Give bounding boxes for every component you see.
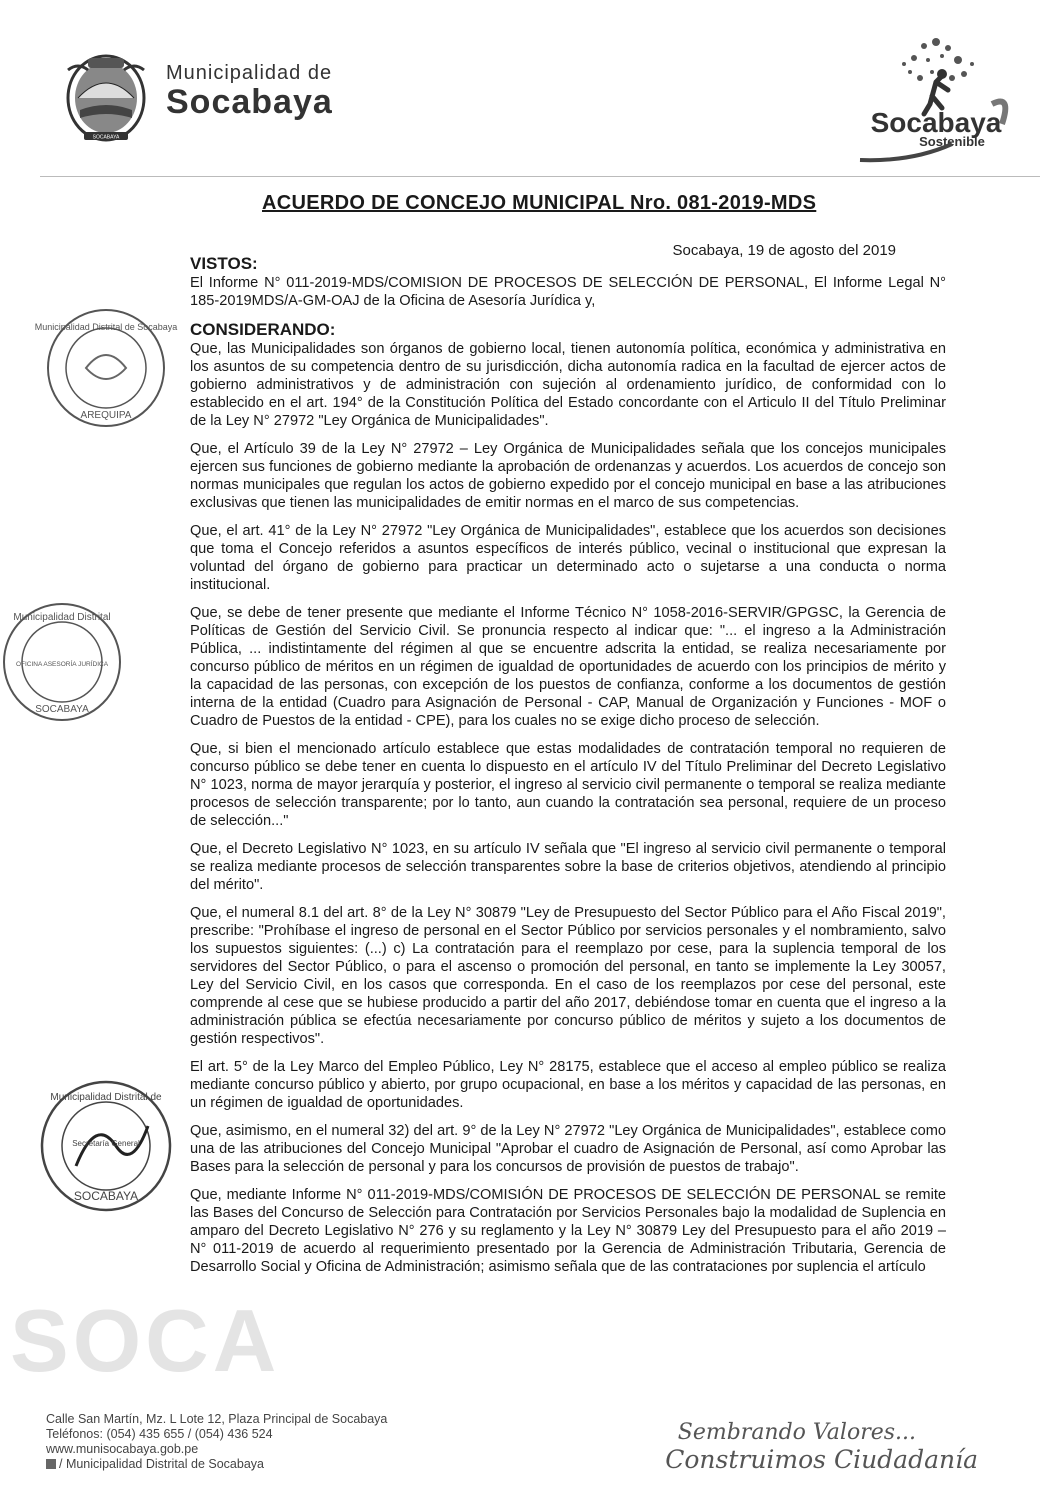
footer-website: www.munisocabaya.gob.pe <box>46 1442 199 1456</box>
paragraph: Que, las Municipalidades son órganos de gobierno local, tienen autonomía política, económica y administrativa en los asuntos de su competencia dentro de su jurisdicción, dicha autonomía radica en la facultad de ejercer actos de gobierno administrativos y de administración con sujeción al ordenamiento jurídico, de conformidad con lo establecido en el art. 194° de la Constitución Política del Estado concordante con el Articulo II del Título Preliminar de la Ley N° 27972 "Ley Orgánica de Municipalidades". <box>190 341 946 429</box>
document-date: Socabaya, 19 de agosto del 2019 <box>672 242 896 259</box>
socabaya-sostenible-logo <box>852 34 1022 174</box>
footer-address: Calle San Martín, Mz. L Lote 12, Plaza Principal de Socabaya <box>46 1412 388 1426</box>
seal2-city: SOCABAYA <box>35 704 89 715</box>
seal1-city: AREQUIPA <box>80 410 132 421</box>
facebook-icon <box>46 1459 56 1469</box>
paragraph: El art. 5° de la Ley Marco del Empleo Público, Ley N° 28175, establece que el acceso al empleo público se realiza mediante concurso público y abierto, por grupo ocupacional, en base a los méritos y capacidad de las personas, en un régimen de igualdad de oportunidades. <box>190 1059 946 1111</box>
paragraph: Que, si bien el mencionado artículo establece que estas modalidades de contratación temporal no requieren de concurso público se debe tener en cuenta lo dispuesto en el artículo IV del Título Preliminar del Decreto Legislativo N° 1023, norma de mayor jerarquía y posterior, el ingreso al servicio civil permanente o temporal se realiza mediante procesos de selección transparente; por lo tanto, aun cuando la contratación sea personal, requiere de un proceso de selección..." <box>190 741 946 829</box>
seal3-city: SOCABAYA <box>73 1189 139 1203</box>
footer-phones: Teléfonos: (054) 435 655 / (054) 436 524 <box>46 1427 273 1441</box>
secretaria-general-stamp <box>36 1076 176 1216</box>
watermark-text: SOCA <box>10 1291 281 1390</box>
header-divider <box>40 176 1040 177</box>
paragraph: Que, el numeral 8.1 del art. 8° de la Ley N° 30879 "Ley de Presupuesto del Sector Público para el Año Fiscal 2019", prescribe: "Prohíbase el ingreso de personal en el Sector Público por servicios personales y el nombramiento, salvo los supuestos siguientes: (...) c) La contratación para el reemplazo por cese, para la suplencia temporal de los servidores del Sector Público, o para el ascenso o promoción del personal, en tanto se implemente la Ley 30057, Ley del Servicio Civil, en los casos que corresponda. En el caso de los reemplazos por cese del personal, este comprende al cese que se hubiese producido a partir del año 2017, debiéndose tomar en cuenta que el ingreso a la administración pública se efectúa necesariamente por concurso público de méritos y sujeto a los documentos de gestión respectivos". <box>190 905 946 1047</box>
seal2-center: OFICINA ASESORÍA JURÍDICA <box>15 661 109 668</box>
municipality-name-small: Municipalidad de <box>166 62 333 84</box>
paragraph: Que, asimismo, en el numeral 32) del art. 9° de la Ley N° 27972 "Ley Orgánica de Municipalidades", establece como una de las atribuciones del Concejo Municipal "Aprobar el cuadro de Asignación de Personal, así como Aprobar las Bases para la selección de personal y para los concursos de provisión de puestos de trabajo". <box>190 1123 946 1175</box>
slogan-line-2: Construimos Ciudadanía <box>665 1445 978 1474</box>
seal3-text: Municipalidad Distrital de <box>50 1092 162 1103</box>
seal3-center: Secretaría General <box>72 1139 140 1148</box>
paragraph: Que, el Decreto Legislativo N° 1023, en su artículo IV señala que "El ingreso al servicio civil permanente o temporal se realiza mediante procesos de selección transparentes sobre la base de criterios objetivos, atendiendo al principio del mérito". <box>190 841 946 893</box>
municipality-name <box>166 62 333 119</box>
slogan <box>665 1420 978 1474</box>
municipal-shield-logo <box>58 48 154 144</box>
footer-contact <box>46 1412 387 1472</box>
slogan-line-1: Sembrando Valores... <box>677 1420 916 1445</box>
municipality-name-big: Socabaya <box>166 83 333 121</box>
considerando-heading: CONSIDERANDO: <box>190 320 336 339</box>
footer-facebook-label: / Municipalidad Distrital de Socabaya <box>59 1457 264 1471</box>
paragraph: Que, se debe de tener presente que mediante el Informe Técnico N° 1058-2016-SERVIR/GPGSC, la Gerencia de Políticas de Gestión del Servicio Civil. Se pronuncia respecto al indicar que: "... el ingreso a la Administración Pública, ... indistintamente del régimen al que se encuentre adscrita la entidad, se realiza necesariamente por concurso público de méritos en un régimen de igualdad de oportunidades de acuerdo con los principios de mérito y la capacidad de las personas, con excepción de los puestos de confianza, conforme a los documentos de gestión interna de la entidad (Cuadro para Asignación de Personal - CAP, Manual de Organización y Funciones - MOF o Cuadro de Puestos de la entidad - CPE), para los cuales no se exige dicho proceso de selección. <box>190 605 946 729</box>
letterhead <box>0 0 1058 175</box>
seal1-text: Municipalidad Distrital de Socabaya <box>34 322 178 332</box>
seal2-text: Municipalidad Distrital <box>13 612 111 623</box>
municipal-seal-stamp <box>34 306 178 430</box>
paragraph: Que, el Artículo 39 de la Ley N° 27972 – Ley Orgánica de Municipalidades señala que los concejos municipales ejercen sus funciones de gobierno mediante la aprobación de ordenanzas y acuerdos. Los acuerdos de concejo son normas municipales que regulan los actos de gobierno expedido por el concejo municipal en base a las atribuciones exclusivas que tienen las municipalidades de emitir normas en el marco de sus competencias. <box>190 441 946 511</box>
logo-socabaya-text: Socabaya <box>870 107 1002 138</box>
paragraph: Que, el art. 41° de la Ley N° 27972 "Ley Orgánica de Municipalidades", establece que los acuerdos son decisiones que toma el Concejo referidos a asuntos específicos de interés público, vecinal o institucional que expresan la voluntad del órgano de gobierno para practicar un determinado acto o sujetarse a una conducta o norma institucional. <box>190 523 946 593</box>
paragraph: Que, mediante Informe N° 011-2019-MDS/COMISIÓN DE PROCESOS DE SELECCIÓN DE PERSONAL se remite las Bases del Concurso de Selección para Contratación por Servicios Personales bajo la modalidad de Suplencia en amparo del Decreto Legislativo N° 276 y su reglamento y la Ley N° 30879 Ley del Presupuesto para el año 2019 – N° 011-2019 de acuerdo al requerimiento presentado por la Gerencia de Administración Tributaria, Gerencia de Desarrollo Social y Oficina de Administración; asimismo señala que de las contrataciones por suplencia el artículo <box>190 1187 946 1275</box>
document-body <box>190 254 946 1286</box>
legal-office-stamp <box>0 600 124 724</box>
shield-ribbon-text: SOCABAYA <box>92 134 120 141</box>
vistos-heading: VISTOS: <box>190 254 258 273</box>
vistos-text: El Informe N° 011-2019-MDS/COMISION DE PROCESOS DE SELECCIÓN DE PERSONAL, El Informe Legal N° 185-2019MDS/A-GM-OAJ de la Oficina de Asesoría Jurídica y, <box>190 275 946 309</box>
footer-facebook <box>46 1457 387 1472</box>
document-title: ACUERDO DE CONCEJO MUNICIPAL Nro. 081-2019-MDS <box>262 192 817 214</box>
logo-sostenible-text: Sostenible <box>919 134 985 149</box>
